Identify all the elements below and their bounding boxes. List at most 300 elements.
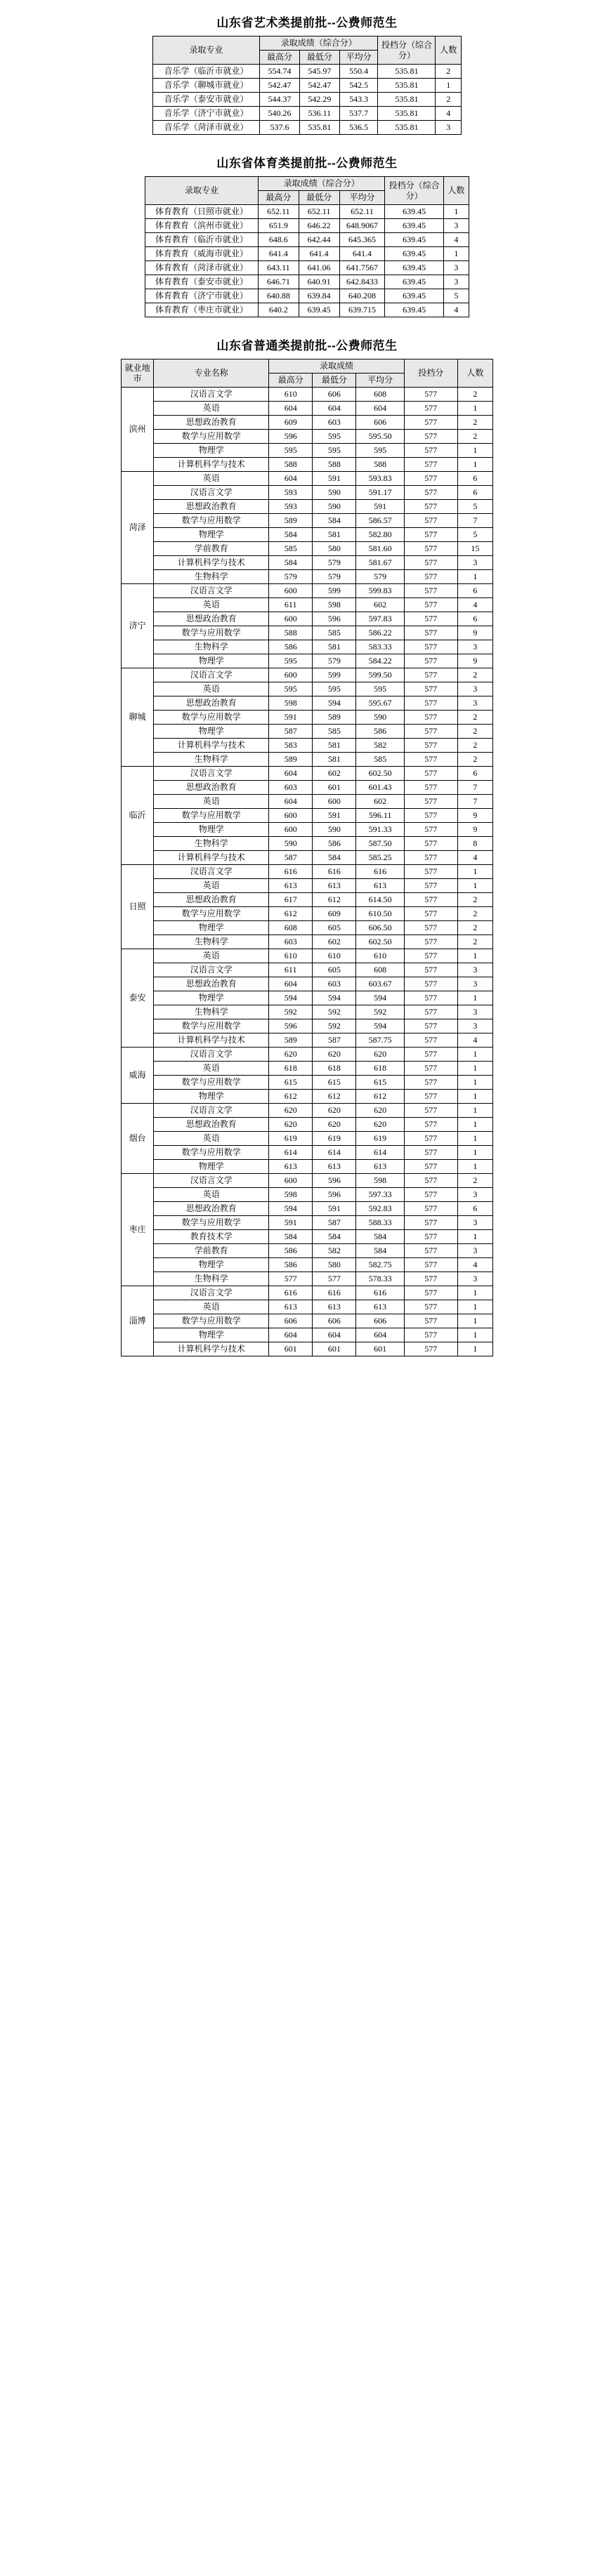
cell-avg: 592.83: [356, 1202, 404, 1216]
cell-avg: 648.9067: [339, 219, 385, 233]
table-row: [122, 767, 493, 781]
cell-avg: 615: [356, 1076, 404, 1090]
table-row: [122, 753, 493, 767]
cell-major: 英语: [154, 879, 269, 893]
cell-max: 587: [269, 725, 313, 739]
cell-city: 临沂: [122, 767, 154, 865]
cell-line: 535.81: [378, 121, 436, 135]
table-row: [122, 682, 493, 696]
col-avg: 平均分: [356, 374, 404, 388]
cell-min: 602: [313, 935, 356, 949]
cell-min: 610: [313, 949, 356, 963]
cell-min: 652.11: [299, 205, 339, 219]
cell-major: 思想政治教育: [154, 612, 269, 626]
cell-city: 淄博: [122, 1286, 154, 1356]
col-score-group: 录取成绩（综合分）: [260, 37, 378, 51]
cell-major: 数学与应用数学: [154, 711, 269, 725]
page-title-general: 山东省普通类提前批--公费师范生: [216, 339, 398, 352]
cell-avg: 536.5: [339, 121, 378, 135]
cell-avg: 579: [356, 570, 404, 584]
cell-line: 577: [404, 795, 457, 809]
table-row: [122, 725, 493, 739]
cell-count: 1: [457, 458, 492, 472]
cell-avg: 581.60: [356, 542, 404, 556]
cell-major: 物理学: [154, 1090, 269, 1104]
cell-avg: 601: [356, 1342, 404, 1356]
cell-max: 620: [269, 1048, 313, 1062]
cell-major: 数学与应用数学: [154, 1216, 269, 1230]
cell-line: 639.45: [385, 289, 443, 303]
cell-min: 616: [313, 1286, 356, 1300]
cell-line: 577: [404, 907, 457, 921]
table-row: [122, 907, 493, 921]
cell-city: 威海: [122, 1048, 154, 1104]
cell-line: 577: [404, 416, 457, 430]
table-row: [122, 430, 493, 444]
table-row: [122, 1216, 493, 1230]
cell-min: 584: [313, 851, 356, 865]
cell-line: 577: [404, 753, 457, 767]
cell-avg: 584.22: [356, 654, 404, 668]
cell-count: 6: [457, 767, 492, 781]
col-major: 录取专业: [153, 37, 260, 65]
cell-max: 544.37: [260, 93, 300, 107]
table-row: [122, 1160, 493, 1174]
cell-avg: 588.33: [356, 1216, 404, 1230]
cell-avg: 588: [356, 458, 404, 472]
cell-major: 数学与应用数学: [154, 1019, 269, 1033]
cell-line: 577: [404, 1328, 457, 1342]
cell-count: 1: [457, 1076, 492, 1090]
table-row: [122, 1314, 493, 1328]
cell-max: 604: [269, 795, 313, 809]
cell-max: 596: [269, 1019, 313, 1033]
table-row: [122, 612, 493, 626]
cell-count: 2: [457, 907, 492, 921]
table-row: [122, 1062, 493, 1076]
cell-count: 1: [457, 879, 492, 893]
table-row: [122, 640, 493, 654]
cell-avg: 645.365: [339, 233, 385, 247]
cell-major: 物理学: [154, 823, 269, 837]
cell-count: 3: [457, 640, 492, 654]
cell-max: 611: [269, 598, 313, 612]
cell-min: 604: [313, 402, 356, 416]
cell-max: 577: [269, 1272, 313, 1286]
cell-avg: 641.4: [339, 247, 385, 261]
cell-avg: 606.50: [356, 921, 404, 935]
cell-avg: 604: [356, 402, 404, 416]
table-sports: [145, 176, 469, 317]
cell-major: 汉语言文学: [154, 388, 269, 402]
cell-major: 思想政治教育: [154, 1118, 269, 1132]
cell-line: 577: [404, 528, 457, 542]
table-body-art: [153, 65, 462, 135]
page-title-art: 山东省艺术类提前批--公费师范生: [216, 16, 398, 29]
cell-avg: 537.7: [339, 107, 378, 121]
col-min: 最低分: [299, 191, 339, 205]
cell-line: 577: [404, 1342, 457, 1356]
table-row: [122, 711, 493, 725]
table-row: [122, 388, 493, 402]
table-row: [145, 275, 469, 289]
cell-avg: 613: [356, 1160, 404, 1174]
cell-avg: 614: [356, 1146, 404, 1160]
cell-max: 617: [269, 893, 313, 907]
cell-major: 数学与应用数学: [154, 430, 269, 444]
cell-min: 595: [313, 444, 356, 458]
cell-avg: 639.715: [339, 303, 385, 317]
cell-max: 620: [269, 1104, 313, 1118]
cell-line: 577: [404, 1202, 457, 1216]
cell-max: 604: [269, 977, 313, 991]
cell-max: 620: [269, 1118, 313, 1132]
cell-line: 577: [404, 570, 457, 584]
cell-line: 577: [404, 1286, 457, 1300]
cell-line: 577: [404, 837, 457, 851]
table-row: [122, 823, 493, 837]
cell-min: 590: [313, 486, 356, 500]
cell-max: 598: [269, 696, 313, 711]
cell-line: 577: [404, 1033, 457, 1048]
cell-min: 590: [313, 823, 356, 837]
cell-major: 汉语言文学: [154, 865, 269, 879]
cell-line: 577: [404, 500, 457, 514]
cell-max: 589: [269, 753, 313, 767]
cell-count: 2: [436, 65, 462, 79]
cell-avg: 581.67: [356, 556, 404, 570]
cell-line: 639.45: [385, 233, 443, 247]
cell-avg: 613: [356, 879, 404, 893]
table-row: [122, 977, 493, 991]
cell-count: 1: [457, 1118, 492, 1132]
cell-count: 1: [457, 444, 492, 458]
cell-avg: 595: [356, 682, 404, 696]
table-row: [122, 472, 493, 486]
cell-avg: 608: [356, 963, 404, 977]
cell-line: 577: [404, 935, 457, 949]
cell-max: 587: [269, 851, 313, 865]
cell-max: 612: [269, 1090, 313, 1104]
cell-line: 577: [404, 893, 457, 907]
cell-avg: 596.11: [356, 809, 404, 823]
cell-min: 591: [313, 472, 356, 486]
cell-min: 613: [313, 879, 356, 893]
cell-min: 613: [313, 1160, 356, 1174]
cell-count: 2: [457, 921, 492, 935]
cell-max: 604: [269, 767, 313, 781]
cell-line: 577: [404, 1174, 457, 1188]
cell-min: 639.84: [299, 289, 339, 303]
cell-line: 577: [404, 725, 457, 739]
cell-count: 1: [436, 79, 462, 93]
cell-major: 体育教育（威海市就业）: [145, 247, 259, 261]
cell-line: 577: [404, 1230, 457, 1244]
cell-line: 577: [404, 584, 457, 598]
cell-line: 577: [404, 486, 457, 500]
cell-max: 537.6: [260, 121, 300, 135]
table-row: [122, 486, 493, 500]
cell-line: 577: [404, 1300, 457, 1314]
cell-min: 639.45: [299, 303, 339, 317]
cell-max: 640.88: [259, 289, 299, 303]
cell-max: 585: [269, 542, 313, 556]
cell-line: 577: [404, 668, 457, 682]
cell-max: 540.26: [260, 107, 300, 121]
cell-max: 611: [269, 963, 313, 977]
cell-min: 601: [313, 781, 356, 795]
cell-max: 600: [269, 584, 313, 598]
cell-count: 6: [457, 486, 492, 500]
table-row: [122, 1174, 493, 1188]
cell-major: 汉语言文学: [154, 963, 269, 977]
cell-major: 音乐学（临沂市就业）: [153, 65, 260, 79]
cell-line: 577: [404, 1216, 457, 1230]
cell-max: 590: [269, 837, 313, 851]
cell-max: 601: [269, 1342, 313, 1356]
cell-min: 591: [313, 809, 356, 823]
table-row: [145, 219, 469, 233]
table-row: [122, 851, 493, 865]
cell-avg: 620: [356, 1118, 404, 1132]
cell-max: 613: [269, 1300, 313, 1314]
cell-min: 612: [313, 893, 356, 907]
table-row: [122, 1104, 493, 1118]
cell-avg: 586: [356, 725, 404, 739]
cell-max: 613: [269, 1160, 313, 1174]
cell-major: 思想政治教育: [154, 977, 269, 991]
cell-major: 计算机科学与技术: [154, 739, 269, 753]
cell-avg: 591: [356, 500, 404, 514]
table-row: [122, 416, 493, 430]
cell-line: 577: [404, 851, 457, 865]
table-row: [122, 458, 493, 472]
cell-line: 577: [404, 1244, 457, 1258]
cell-line: 577: [404, 809, 457, 823]
cell-major: 英语: [154, 1132, 269, 1146]
cell-count: 1: [457, 1286, 492, 1300]
cell-count: 3: [457, 1272, 492, 1286]
cell-min: 605: [313, 921, 356, 935]
cell-count: 2: [457, 725, 492, 739]
cell-count: 2: [457, 711, 492, 725]
col-max: 最高分: [269, 374, 313, 388]
table-row: [122, 795, 493, 809]
cell-major: 体育教育（泰安市就业）: [145, 275, 259, 289]
cell-min: 599: [313, 668, 356, 682]
cell-max: 593: [269, 486, 313, 500]
cell-count: 1: [457, 1132, 492, 1146]
cell-max: 600: [269, 809, 313, 823]
table-row: [122, 935, 493, 949]
cell-major: 生物科学: [154, 935, 269, 949]
cell-count: 1: [457, 1062, 492, 1076]
cell-avg: 578.33: [356, 1272, 404, 1286]
cell-line: 577: [404, 781, 457, 795]
table-art: [152, 36, 462, 135]
cell-avg: 601.43: [356, 781, 404, 795]
cell-major: 思想政治教育: [154, 416, 269, 430]
col-count: 人数: [443, 177, 469, 205]
cell-major: 英语: [154, 402, 269, 416]
cell-min: 619: [313, 1132, 356, 1146]
cell-count: 4: [443, 233, 469, 247]
table-row: [122, 500, 493, 514]
cell-major: 生物科学: [154, 753, 269, 767]
cell-max: 595: [269, 682, 313, 696]
cell-avg: 584: [356, 1244, 404, 1258]
table-row: [122, 837, 493, 851]
cell-max: 588: [269, 458, 313, 472]
cell-major: 物理学: [154, 1160, 269, 1174]
table-row: [122, 598, 493, 612]
cell-line: 577: [404, 865, 457, 879]
cell-count: 2: [457, 1174, 492, 1188]
cell-max: 604: [269, 1328, 313, 1342]
cell-major: 体育教育（菏泽市就业）: [145, 261, 259, 275]
cell-major: 思想政治教育: [154, 500, 269, 514]
cell-min: 580: [313, 1258, 356, 1272]
cell-major: 思想政治教育: [154, 696, 269, 711]
col-line: 投档分（综合分）: [385, 177, 443, 205]
cell-count: 1: [457, 1328, 492, 1342]
cell-min: 585: [313, 626, 356, 640]
cell-major: 物理学: [154, 654, 269, 668]
cell-major: 音乐学（菏泽市就业）: [153, 121, 260, 135]
cell-min: 590: [313, 500, 356, 514]
cell-min: 603: [313, 416, 356, 430]
cell-count: 2: [457, 416, 492, 430]
cell-major: 数学与应用数学: [154, 514, 269, 528]
table-row: [122, 1019, 493, 1033]
cell-max: 609: [269, 416, 313, 430]
table-row: [122, 893, 493, 907]
table-row: [122, 1244, 493, 1258]
cell-avg: 610.50: [356, 907, 404, 921]
cell-line: 577: [404, 696, 457, 711]
table-row: [122, 1286, 493, 1300]
cell-major: 数学与应用数学: [154, 626, 269, 640]
cell-line: 577: [404, 654, 457, 668]
table-row: [122, 556, 493, 570]
cell-min: 579: [313, 654, 356, 668]
cell-line: 577: [404, 823, 457, 837]
cell-min: 612: [313, 1090, 356, 1104]
cell-major: 汉语言文学: [154, 668, 269, 682]
cell-count: 3: [457, 1019, 492, 1033]
cell-major: 数学与应用数学: [154, 809, 269, 823]
cell-major: 英语: [154, 949, 269, 963]
cell-major: 生物科学: [154, 837, 269, 851]
cell-line: 577: [404, 1146, 457, 1160]
cell-major: 体育教育（滨州市就业）: [145, 219, 259, 233]
cell-min: 584: [313, 1230, 356, 1244]
cell-major: 数学与应用数学: [154, 1076, 269, 1090]
cell-min: 641.06: [299, 261, 339, 275]
cell-major: 音乐学（聊城市就业）: [153, 79, 260, 93]
table-row: [122, 1300, 493, 1314]
cell-avg: 543.3: [339, 93, 378, 107]
cell-count: 1: [457, 1300, 492, 1314]
cell-avg: 608: [356, 388, 404, 402]
cell-max: 619: [269, 1132, 313, 1146]
cell-line: 639.45: [385, 261, 443, 275]
cell-count: 3: [457, 1216, 492, 1230]
cell-min: 615: [313, 1076, 356, 1090]
cell-avg: 616: [356, 865, 404, 879]
cell-avg: 586.57: [356, 514, 404, 528]
cell-max: 610: [269, 388, 313, 402]
cell-major: 体育教育（日照市就业）: [145, 205, 259, 219]
cell-count: 2: [457, 935, 492, 949]
cell-min: 545.97: [299, 65, 339, 79]
cell-line: 577: [404, 1118, 457, 1132]
cell-city: 滨州: [122, 388, 154, 472]
cell-line: 577: [404, 1062, 457, 1076]
cell-max: 594: [269, 991, 313, 1005]
cell-major: 汉语言文学: [154, 1174, 269, 1188]
cell-count: 9: [457, 823, 492, 837]
cell-line: 577: [404, 1019, 457, 1033]
table-row: [122, 626, 493, 640]
table-row: [122, 570, 493, 584]
cell-max: 603: [269, 935, 313, 949]
cell-city: 济宁: [122, 584, 154, 668]
cell-line: 577: [404, 1090, 457, 1104]
cell-min: 620: [313, 1104, 356, 1118]
table-general: [121, 359, 493, 1356]
table-row: [122, 1076, 493, 1090]
cell-min: 587: [313, 1033, 356, 1048]
cell-min: 599: [313, 584, 356, 598]
cell-avg: 602.50: [356, 767, 404, 781]
cell-avg: 602: [356, 598, 404, 612]
cell-min: 598: [313, 598, 356, 612]
table-row: [153, 65, 462, 79]
cell-line: 577: [404, 430, 457, 444]
cell-line: 577: [404, 1048, 457, 1062]
cell-major: 数学与应用数学: [154, 907, 269, 921]
cell-avg: 614.50: [356, 893, 404, 907]
cell-line: 577: [404, 388, 457, 402]
table-header-row: [122, 359, 493, 374]
col-max: 最高分: [260, 51, 300, 65]
cell-count: 2: [457, 893, 492, 907]
cell-min: 580: [313, 542, 356, 556]
cell-line: 577: [404, 1005, 457, 1019]
cell-max: 648.6: [259, 233, 299, 247]
cell-min: 596: [313, 1188, 356, 1202]
cell-line: 577: [404, 977, 457, 991]
col-min: 最低分: [299, 51, 339, 65]
cell-max: 606: [269, 1314, 313, 1328]
col-score-group: 录取成绩（综合分）: [259, 177, 385, 191]
cell-line: 577: [404, 598, 457, 612]
cell-max: 613: [269, 879, 313, 893]
cell-min: 581: [313, 640, 356, 654]
cell-major: 生物科学: [154, 640, 269, 654]
cell-major: 物理学: [154, 444, 269, 458]
cell-avg: 599.50: [356, 668, 404, 682]
col-min: 最低分: [313, 374, 356, 388]
cell-line: 639.45: [385, 275, 443, 289]
table-row: [122, 991, 493, 1005]
cell-avg: 612: [356, 1090, 404, 1104]
cell-major: 物理学: [154, 991, 269, 1005]
table-row: [122, 1146, 493, 1160]
table-row: [122, 1132, 493, 1146]
cell-avg: 595.67: [356, 696, 404, 711]
